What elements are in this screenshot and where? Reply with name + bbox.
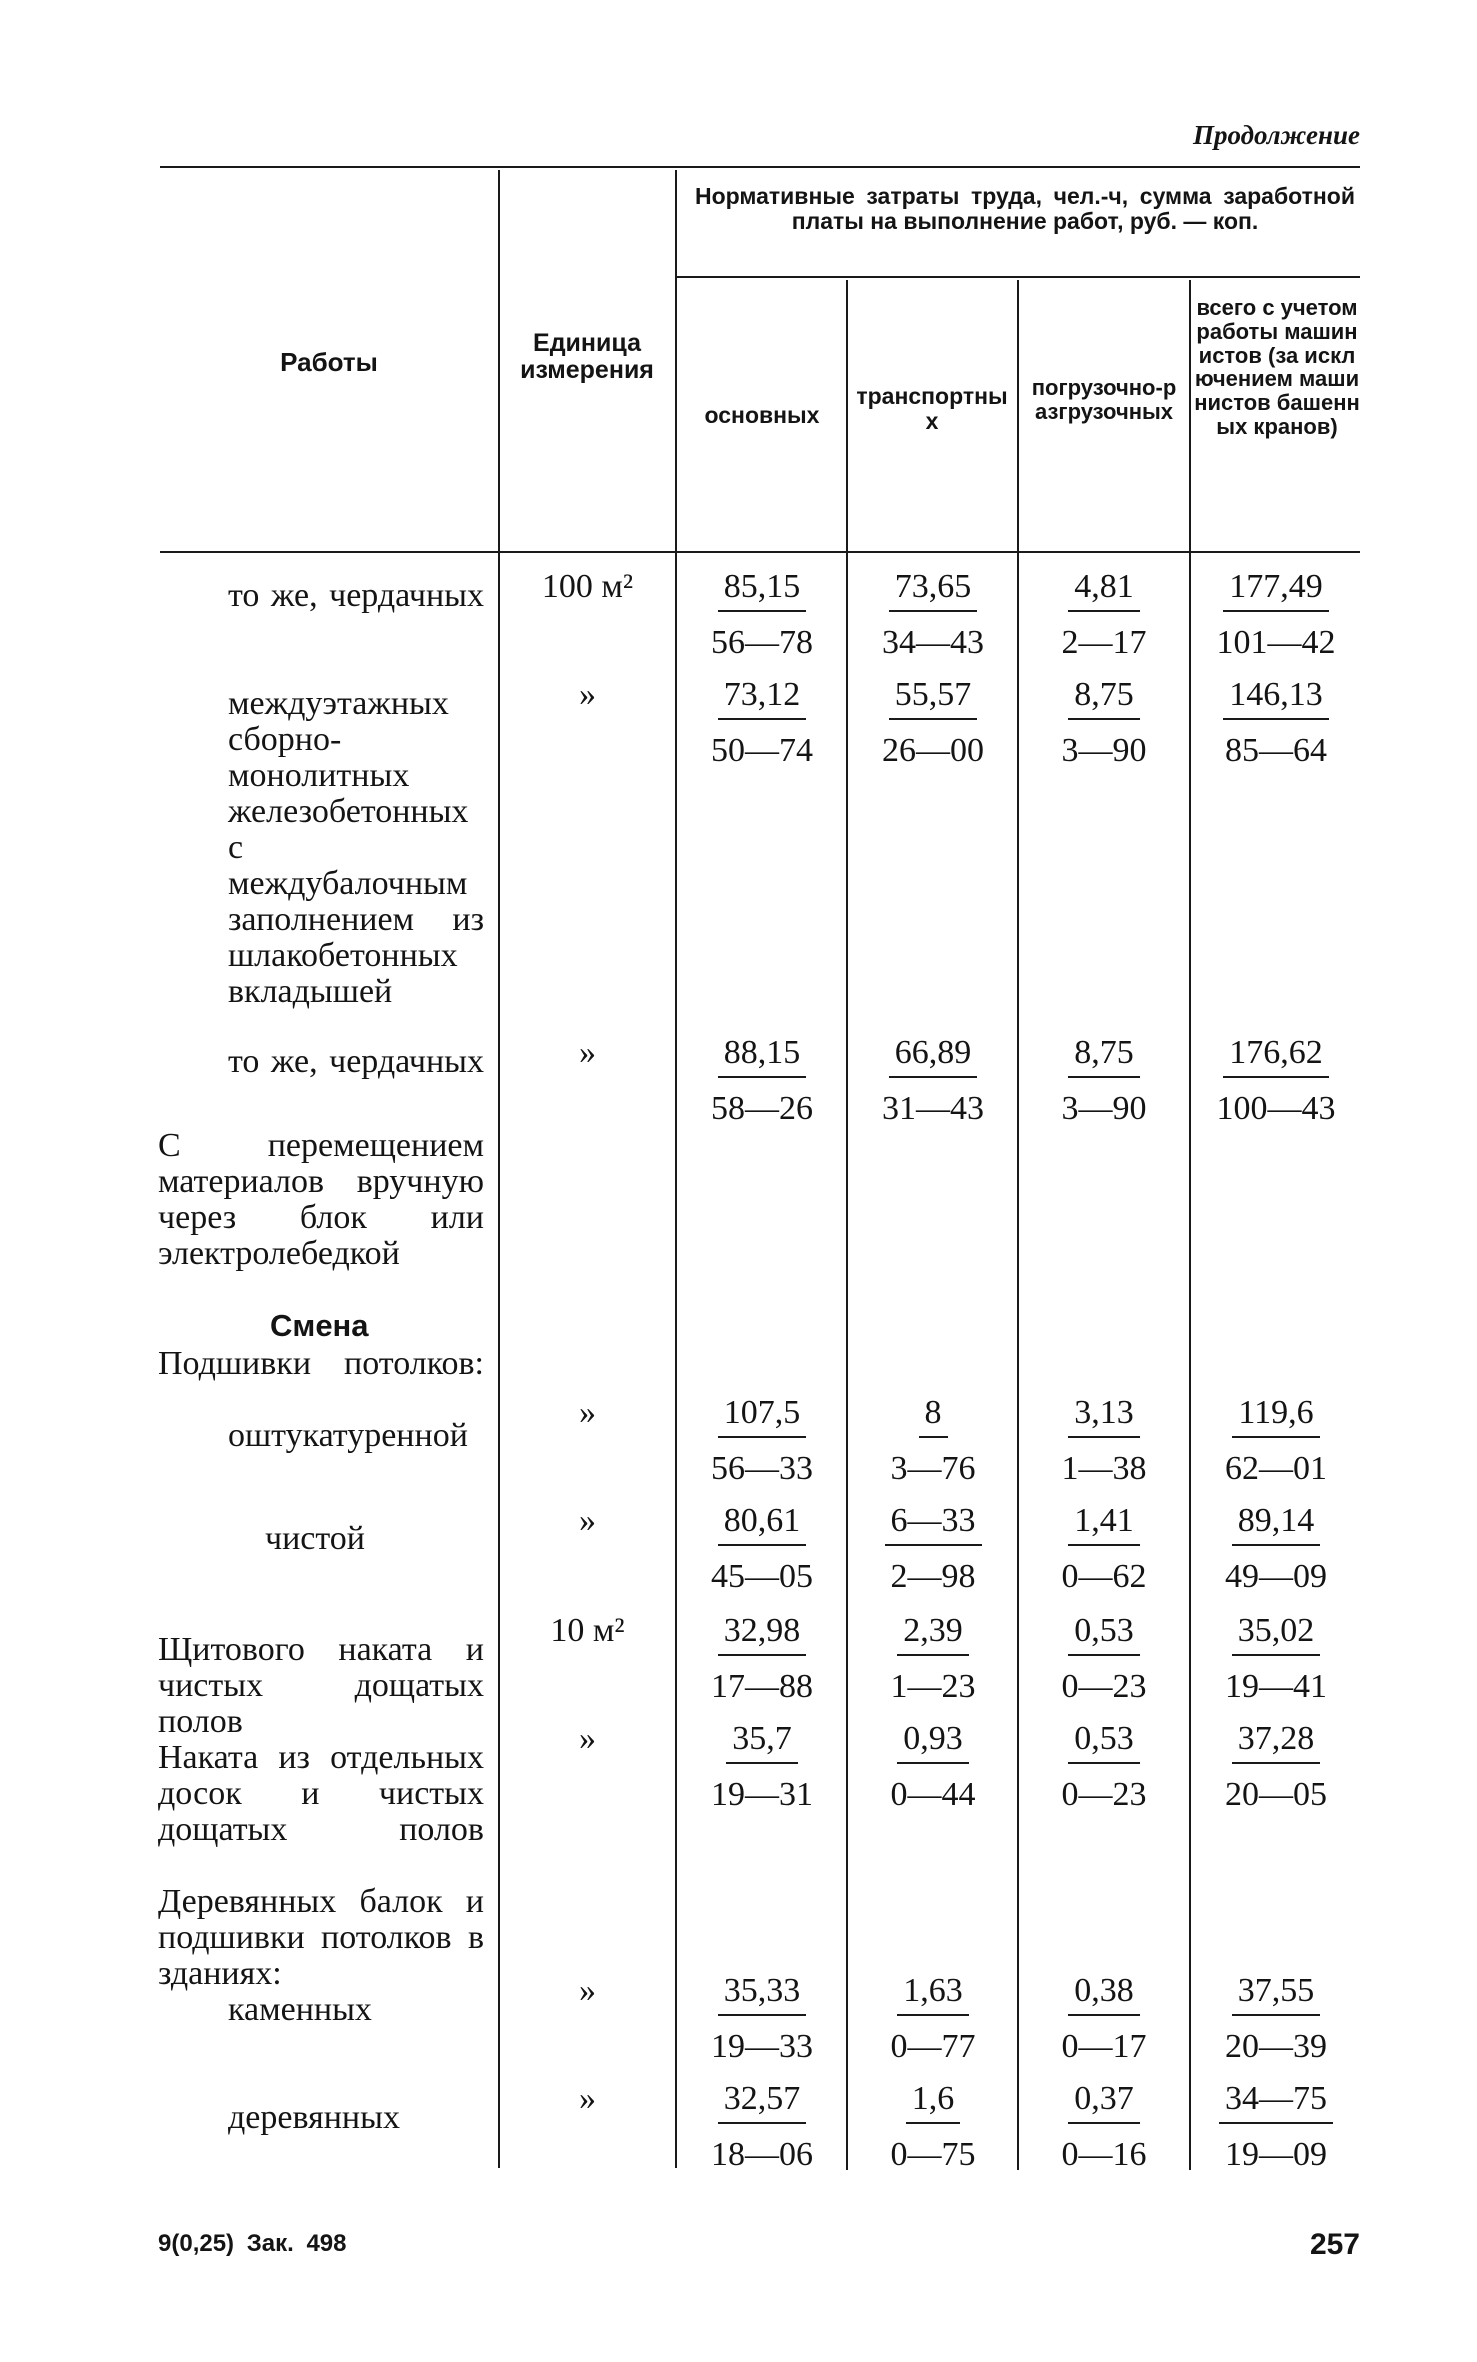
value-wages: 0—44	[890, 1776, 976, 1813]
value-hours: 177,49	[1223, 568, 1329, 612]
cell-r6-transport	[848, 1612, 1018, 1706]
column-divider-transport	[1017, 280, 1019, 2170]
row-label-board-flooring: Наката из отдельных досок и чистых дощатых полов	[158, 1739, 484, 1848]
continued-label: Продолжение	[1192, 120, 1360, 150]
value-hours: 35,7	[726, 1720, 798, 1764]
row-label-wooden: деревянных	[228, 2099, 400, 2136]
value-wages: 2—17	[1061, 624, 1147, 661]
unit-r3: »	[579, 1034, 596, 1071]
value-hours: 0,53	[1068, 1720, 1140, 1764]
value-wages: 45—05	[711, 1558, 813, 1595]
print-order-note: 9(0,25) Зак. 498	[158, 2230, 347, 2257]
page-number: 257	[1309, 2228, 1360, 2261]
cell-r6-total	[1191, 1612, 1361, 1706]
value-wages: 101—42	[1216, 624, 1336, 661]
header-col-loading: погрузочно-разгрузочных	[1031, 375, 1177, 424]
value-wages: 19—31	[711, 1776, 813, 1813]
cell-r5-transport	[848, 1502, 1018, 1596]
value-wages: 56—78	[711, 624, 813, 661]
value-wages: 58—26	[711, 1090, 813, 1127]
cell-r8-total	[1191, 1972, 1361, 2066]
cell-r7-transport	[848, 1720, 1018, 1814]
unit-r2: »	[579, 676, 596, 713]
value-hours: 32,98	[718, 1612, 807, 1656]
row-label-panel-flooring: Щитового наката и чистых дощатых полов	[158, 1631, 484, 1740]
header-norms-group: Нормативные затраты труда, чел.-ч, сумма заработной платы на выполнение работ, руб. — коп.	[695, 183, 1355, 234]
value-wages: 0—23	[1061, 1668, 1147, 1705]
value-hours: 37,55	[1232, 1972, 1321, 2016]
value-hours: 0,37	[1068, 2080, 1140, 2124]
column-divider-main	[846, 280, 848, 2170]
value-hours: 119,6	[1232, 1394, 1319, 1438]
value-hours: 88,15	[718, 1034, 807, 1078]
value-wages: 20—39	[1225, 2028, 1327, 2065]
value-hours: 8	[919, 1394, 948, 1438]
value-hours: 3,13	[1068, 1394, 1140, 1438]
cell-r3-loading	[1019, 1034, 1189, 1128]
cell-r5-loading	[1019, 1502, 1189, 1596]
cell-r1-main	[677, 568, 847, 662]
column-divider-unit	[675, 170, 677, 2168]
header-col-transport: транспортных	[856, 383, 1008, 434]
row-label-attic-2: то же, чердачных	[228, 1043, 484, 1080]
cell-r5-total	[1191, 1502, 1361, 1596]
value-wages: 31—43	[882, 1090, 984, 1127]
value-wages: 85—64	[1225, 732, 1327, 769]
value-hours: 2,39	[897, 1612, 969, 1656]
value-hours: 8,75	[1068, 1034, 1140, 1078]
cell-r6-main	[677, 1612, 847, 1706]
unit-r7: »	[579, 1720, 596, 1757]
value-wages: 0—17	[1061, 2028, 1147, 2065]
unit-r8: »	[579, 1972, 596, 2009]
value-wages: 0—77	[890, 2028, 976, 2065]
column-divider-loading	[1189, 280, 1191, 2170]
value-wages: 18—06	[711, 2136, 813, 2173]
row-label-plastered: оштукатуренной	[228, 1417, 468, 1454]
value-wages: 2—98	[890, 1558, 976, 1595]
cell-r6-loading	[1019, 1612, 1189, 1706]
cell-r4-transport	[848, 1394, 1018, 1488]
cell-r3-total	[1191, 1034, 1361, 1128]
cell-r1-loading	[1019, 568, 1189, 662]
cell-r4-main	[677, 1394, 847, 1488]
section-replacement: Смена	[270, 1308, 369, 1343]
section-wooden-beams: Деревянных балок и подшивки потолков в зданиях:	[158, 1883, 484, 1992]
value-wages: 20—05	[1225, 1776, 1327, 1813]
value-hours: 73,65	[889, 568, 978, 612]
value-hours: 0,93	[897, 1720, 969, 1764]
cell-r2-transport	[848, 676, 1018, 770]
value-wages: 34—43	[882, 624, 984, 661]
value-wages: 19—41	[1225, 1668, 1327, 1705]
value-wages: 50—74	[711, 732, 813, 769]
value-wages: 26—00	[882, 732, 984, 769]
table-top-rule	[160, 166, 1360, 168]
value-hours: 0,38	[1068, 1972, 1140, 2016]
unit-r5: »	[579, 1502, 596, 1539]
unit-r9: »	[579, 2080, 596, 2117]
unit-r4: »	[579, 1394, 596, 1431]
cell-r2-main	[677, 676, 847, 770]
cell-r4-loading	[1019, 1394, 1189, 1488]
cell-r7-main	[677, 1720, 847, 1814]
cell-r9-total	[1191, 2080, 1361, 2174]
cell-r9-transport	[848, 2080, 1018, 2174]
row-label-interfloor: междуэтажных сборно-монолитных железобетонных с междубалочным заполнением из шлакобетонных вкладышей	[228, 685, 484, 1010]
value-wages: 3—90	[1061, 732, 1147, 769]
value-wages: 19—33	[711, 2028, 813, 2065]
value-wages: 3—76	[890, 1450, 976, 1487]
cell-r8-main	[677, 1972, 847, 2066]
row-label-stone: каменных	[228, 1991, 372, 2028]
value-hours: 85,15	[718, 568, 807, 612]
section-manual-hoist: С перемещением материалов вручную через блок или электролебедкой	[158, 1127, 484, 1272]
cell-r7-total	[1191, 1720, 1361, 1814]
value-hours: 4,81	[1068, 568, 1140, 612]
value-hours: 1,6	[906, 2080, 961, 2124]
value-hours: 35,33	[718, 1972, 807, 2016]
value-wages: 49—09	[1225, 1558, 1327, 1595]
cell-r2-loading	[1019, 676, 1189, 770]
value-wages: 0—23	[1061, 1776, 1147, 1813]
cell-r8-transport	[848, 1972, 1018, 2066]
value-hours: 176,62	[1223, 1034, 1329, 1078]
value-hours: 6—33	[885, 1502, 982, 1546]
cell-r1-transport	[848, 568, 1018, 662]
cell-r8-loading	[1019, 1972, 1189, 2066]
section-ceiling-linings: Подшивки потолков:	[158, 1345, 484, 1382]
value-hours: 34—75	[1219, 2080, 1333, 2124]
header-col-total: всего с учетом работы машинистов (за исключением машинистов башенных кранов)	[1194, 295, 1360, 439]
value-hours: 37,28	[1232, 1720, 1321, 1764]
cell-r2-total	[1191, 676, 1361, 770]
value-hours: 8,75	[1068, 676, 1140, 720]
value-hours: 146,13	[1223, 676, 1329, 720]
cell-r3-transport	[848, 1034, 1018, 1128]
cell-r3-main	[677, 1034, 847, 1128]
value-wages: 100—43	[1216, 1090, 1336, 1127]
cell-r1-total	[1191, 568, 1361, 662]
value-hours: 32,57	[718, 2080, 807, 2124]
cell-r5-main	[677, 1502, 847, 1596]
value-wages: 0—16	[1061, 2136, 1147, 2173]
unit-r6: 10 м²	[550, 1612, 625, 1649]
value-hours: 1,41	[1068, 1502, 1140, 1546]
value-wages: 56—33	[711, 1450, 813, 1487]
value-wages: 1—23	[890, 1668, 976, 1705]
value-wages: 0—62	[1061, 1558, 1147, 1595]
value-hours: 0,53	[1068, 1612, 1140, 1656]
value-hours: 66,89	[889, 1034, 978, 1078]
cell-r4-total	[1191, 1394, 1361, 1488]
cell-r9-loading	[1019, 2080, 1189, 2174]
value-hours: 80,61	[718, 1502, 807, 1546]
cell-r9-main	[677, 2080, 847, 2174]
value-hours: 35,02	[1232, 1612, 1321, 1656]
value-wages: 19—09	[1225, 2136, 1327, 2173]
header-unit: Единица измерения	[520, 329, 654, 384]
value-wages: 1—38	[1061, 1450, 1147, 1487]
value-hours: 89,14	[1232, 1502, 1321, 1546]
header-group-rule	[677, 276, 1360, 278]
row-label-attic: то же, чердачных	[228, 577, 484, 614]
column-divider-works	[498, 170, 500, 2168]
value-wages: 62—01	[1225, 1450, 1327, 1487]
value-hours: 55,57	[889, 676, 978, 720]
header-col-main: основных	[704, 402, 820, 428]
cell-r7-loading	[1019, 1720, 1189, 1814]
unit-r1: 100 м²	[541, 568, 634, 605]
value-wages: 0—75	[890, 2136, 976, 2173]
value-hours: 107,5	[718, 1394, 807, 1438]
header-works: Работы	[280, 347, 378, 377]
row-label-clean: чистой	[265, 1520, 365, 1557]
value-hours: 1,63	[897, 1972, 969, 2016]
value-hours: 73,12	[718, 676, 807, 720]
header-bottom-rule	[160, 551, 1360, 553]
value-wages: 3—90	[1061, 1090, 1147, 1127]
value-wages: 17—88	[711, 1668, 813, 1705]
